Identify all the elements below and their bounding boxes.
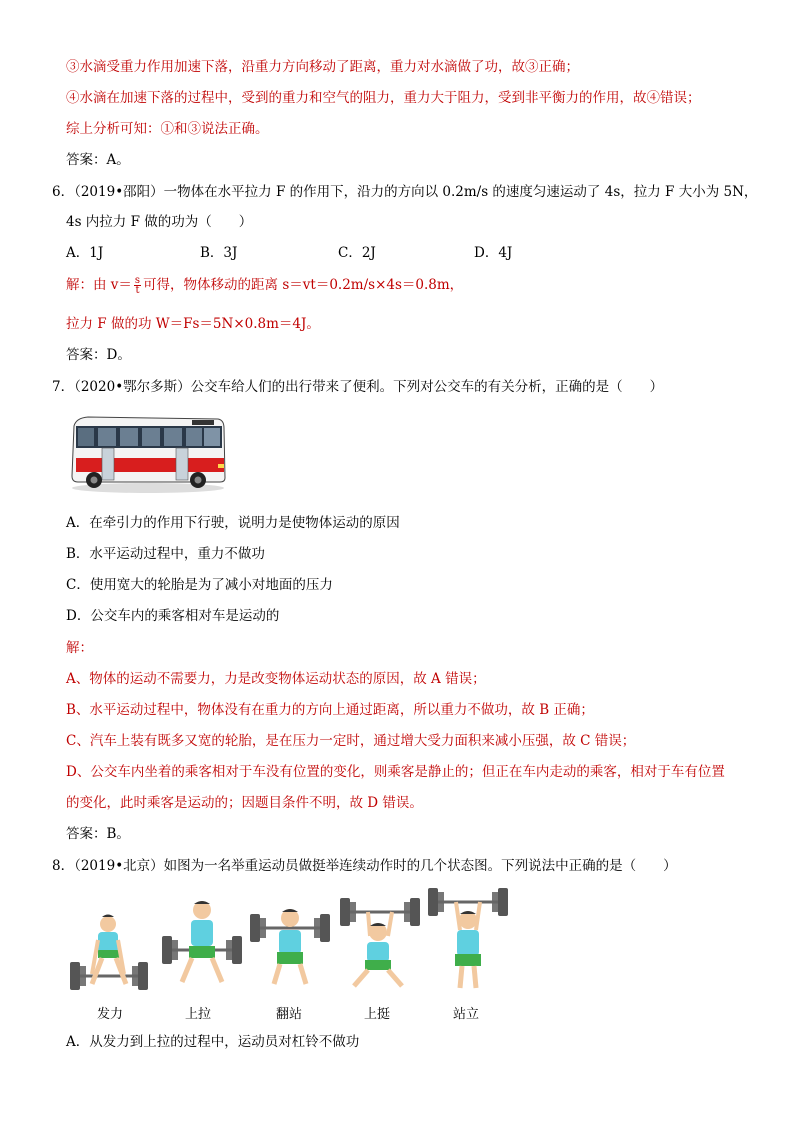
fraction-s-over-t (134, 276, 141, 295)
solution-line: 拉力 F 做的功 W＝Fs＝5N×0.8m＝4J。 (66, 316, 320, 332)
option-c: C．使用宽大的轮胎是为了减小对地面的压力 (66, 577, 333, 593)
question-7-stem: 7．（2020•鄂尔多斯）公交车给人们的出行带来了便利。下列对公交车的有关分析，正确的是（ ） (52, 379, 664, 395)
figure-label: 翻站 (275, 1007, 302, 1022)
question-8-stem: 8．（2019•北京）如图为一名举重运动员做挺举连续动作时的几个状态图。下列说法中正确的是（ ） (52, 858, 677, 874)
lifter-pose-4 (340, 898, 420, 986)
solution-line: ④水滴在加速下落的过程中，受到的重力和空气的阻力，重力大于阻力，受到非平衡力的作用，故④错误； (66, 90, 701, 106)
answer-line: 答案：B。 (66, 826, 130, 842)
option-d: D．公交车内的乘客相对车是运动的 (66, 608, 280, 624)
solution-line: C、汽车上装有既多又宽的轮胎，是在压力一定时，通过增大受力面积来减小压强，故 C 错误； (66, 733, 636, 749)
question-6-stem-cont: 4s 内拉力 F 做的功为（ ） (66, 214, 253, 230)
solution-line (66, 276, 463, 295)
solution-line: ③水滴受重力作用加速下落，沿重力方向移动了距离，重力对水滴做了功，故③正确； (66, 59, 579, 75)
bus-image (68, 412, 228, 494)
lifter-pose-3 (250, 909, 330, 984)
question-6-stem: 6．（2019•邵阳）一物体在水平拉力 F 的作用下，沿力的方向以 0.2m/s 的速度匀速运动了 4s，拉力 F 大小为 5N， (52, 184, 758, 200)
lifter-pose-2 (162, 901, 242, 982)
option-b: B．3J (200, 245, 238, 261)
option-a: A．1J (66, 245, 104, 261)
solution-line: 的变化，此时乘客是运动的；因题目条件不明，故 D 错误。 (66, 795, 423, 811)
solution-head: 解： (66, 640, 93, 656)
option-b: B．水平运动过程中，重力不做功 (66, 546, 265, 562)
lifter-pose-1 (70, 915, 148, 991)
solution-suffix: 可得，物体移动的距离 s＝vt＝0.2m/s×4s＝0.8m， (143, 277, 464, 293)
solution-line: D、公交车内坐着的乘客相对于车没有位置的变化，则乘客是静止的；但正在车内走动的乘客，相对于车有位置 (66, 764, 725, 780)
figure-label: 上拉 (184, 1007, 211, 1022)
solution-line: 综上分析可知：①和③说法正确。 (66, 121, 269, 137)
figure-label: 站立 (452, 1007, 479, 1022)
weightlifter-figures (64, 884, 514, 994)
fraction-numerator: s (134, 275, 141, 286)
option-c: C．2J (338, 245, 376, 261)
answer-line: 答案：D。 (66, 347, 131, 363)
solution-line: A、物体的运动不需要力，力是改变物体运动状态的原因，故 A 错误； (66, 671, 486, 687)
solution-prefix: 解：由 v＝ (66, 277, 132, 293)
option-d: D．4J (474, 245, 513, 261)
lifter-pose-5 (428, 888, 508, 988)
figure-label: 上挺 (363, 1007, 390, 1022)
option-a: A．在牵引力的作用下行驶，说明力是使物体运动的原因 (66, 515, 400, 531)
solution-line: B、水平运动过程中，物体没有在重力的方向上通过距离，所以重力不做功，故 B 正确； (66, 702, 594, 718)
option-a: A．从发力到上拉的过程中，运动员对杠铃不做功 (66, 1034, 360, 1050)
fraction-denominator: t (135, 285, 140, 296)
figure-label: 发力 (96, 1007, 123, 1022)
answer-line: 答案：A。 (66, 152, 130, 168)
